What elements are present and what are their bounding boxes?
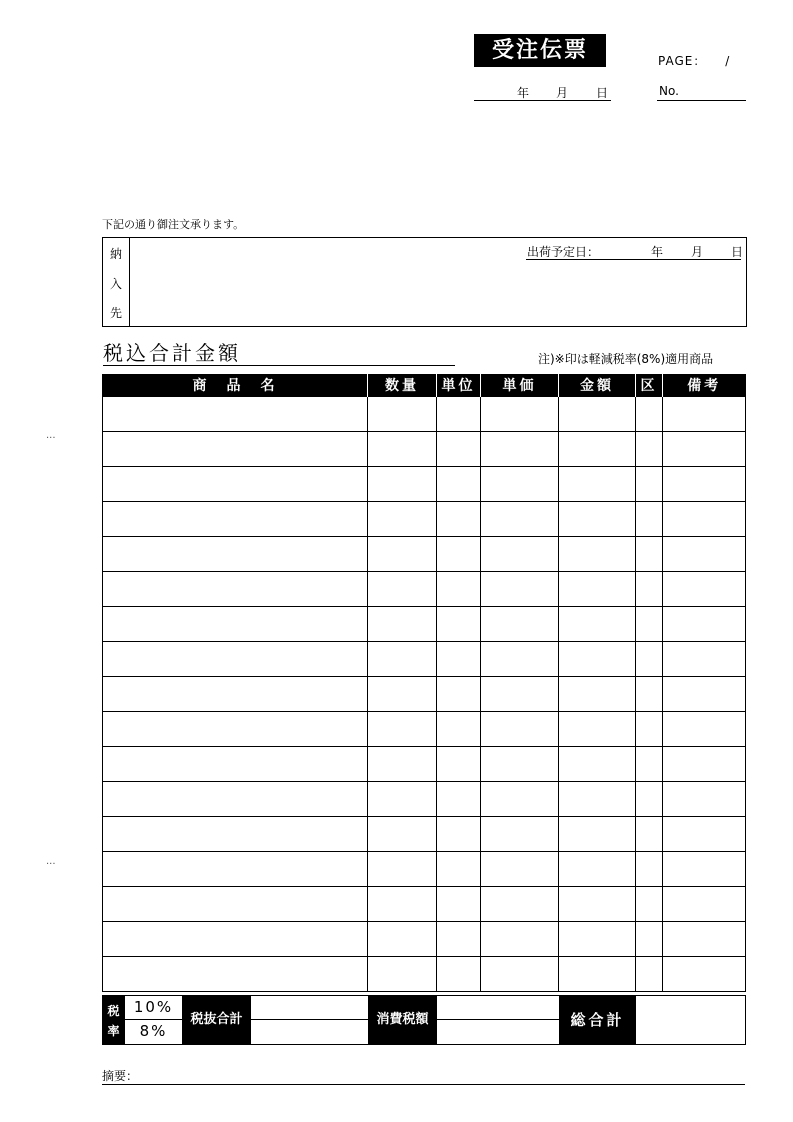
cell-category[interactable] — [636, 957, 663, 992]
cell-category[interactable] — [636, 537, 663, 572]
cell-unit-price[interactable] — [481, 677, 559, 712]
cell-amount[interactable] — [559, 957, 636, 992]
cell-unit[interactable] — [437, 432, 481, 467]
cell-quantity[interactable] — [368, 782, 437, 817]
cell-product-name[interactable] — [103, 432, 368, 467]
cell-amount[interactable] — [559, 712, 636, 747]
cell-quantity[interactable] — [368, 677, 437, 712]
cell-quantity[interactable] — [368, 852, 437, 887]
cell-unit-price[interactable] — [481, 782, 559, 817]
cell-category[interactable] — [636, 397, 663, 432]
cell-remarks[interactable] — [663, 957, 746, 992]
cell-quantity[interactable] — [368, 922, 437, 957]
delivery-char-3: 先 — [109, 306, 122, 320]
table-row — [103, 712, 746, 747]
header-product-name: 商 品 名 — [103, 374, 368, 397]
ship-date-label: 出荷予定日： — [527, 245, 600, 259]
cell-category[interactable] — [636, 747, 663, 782]
table-row — [103, 957, 746, 992]
cell-quantity[interactable] — [368, 712, 437, 747]
date-day: 日 — [596, 86, 609, 100]
cell-product-name[interactable] — [103, 537, 368, 572]
cell-category[interactable] — [636, 817, 663, 852]
cell-unit-price[interactable] — [481, 607, 559, 642]
cell-product-name[interactable] — [103, 747, 368, 782]
cell-unit[interactable] — [437, 747, 481, 782]
cell-unit-price[interactable] — [481, 397, 559, 432]
cell-remarks[interactable] — [663, 887, 746, 922]
cell-amount[interactable] — [559, 922, 636, 957]
cell-remarks[interactable] — [663, 677, 746, 712]
delivery-char-1: 納 — [109, 247, 122, 261]
cell-amount[interactable] — [559, 397, 636, 432]
cell-product-name[interactable] — [103, 572, 368, 607]
table-row — [103, 887, 746, 922]
table-row — [103, 537, 746, 572]
page-label: PAGE： — [658, 54, 707, 68]
cell-unit-price[interactable] — [481, 817, 559, 852]
cell-unit[interactable] — [437, 677, 481, 712]
table-row — [103, 432, 746, 467]
tax-rate-char-1: 税 — [107, 1004, 120, 1018]
cell-quantity[interactable] — [368, 747, 437, 782]
cell-amount[interactable] — [559, 852, 636, 887]
table-row — [103, 817, 746, 852]
cell-category[interactable] — [636, 432, 663, 467]
cell-product-name[interactable] — [103, 397, 368, 432]
ship-date-month: 月 — [691, 245, 704, 259]
delivery-char-2: 入 — [109, 277, 122, 291]
cell-amount[interactable] — [559, 747, 636, 782]
cell-quantity[interactable] — [368, 537, 437, 572]
table-row — [103, 747, 746, 782]
intro-text: 下記の通り御注文承ります。 — [102, 218, 245, 231]
cell-unit[interactable] — [437, 467, 481, 502]
page-number — [658, 52, 730, 69]
cell-category[interactable] — [636, 642, 663, 677]
cell-remarks[interactable] — [663, 922, 746, 957]
totals-footer — [102, 995, 746, 1045]
cell-quantity[interactable] — [368, 887, 437, 922]
table-row — [103, 922, 746, 957]
items-table — [102, 374, 746, 992]
cell-product-name[interactable] — [103, 642, 368, 677]
cell-remarks[interactable] — [663, 642, 746, 677]
table-row — [103, 502, 746, 537]
summary-line — [102, 1081, 745, 1085]
cell-product-name[interactable] — [103, 957, 368, 992]
tax-rate-char-2: 率 — [107, 1024, 120, 1038]
header-unit-price: 単価 — [481, 374, 559, 397]
cell-unit[interactable] — [437, 642, 481, 677]
no-label: No. — [659, 84, 679, 98]
cell-unit-price[interactable] — [481, 957, 559, 992]
cell-unit[interactable] — [437, 537, 481, 572]
ship-date-year: 年 — [651, 245, 664, 259]
cell-product-name[interactable] — [103, 467, 368, 502]
cell-amount[interactable] — [559, 642, 636, 677]
cell-unit-price[interactable] — [481, 887, 559, 922]
cell-category[interactable] — [636, 467, 663, 502]
consumption-tax-amount — [437, 996, 559, 1044]
table-row — [103, 572, 746, 607]
margin-mark-2: ... — [46, 856, 56, 867]
document-title: 受注伝票 — [474, 34, 606, 67]
cell-amount[interactable] — [559, 887, 636, 922]
cell-product-name[interactable] — [103, 607, 368, 642]
cell-unit-price[interactable] — [481, 432, 559, 467]
consumption-tax-label: 消費税額 — [368, 996, 437, 1044]
cell-quantity[interactable] — [368, 817, 437, 852]
rate-10: 10% — [125, 996, 182, 1020]
cell-unit[interactable] — [437, 782, 481, 817]
table-row — [103, 677, 746, 712]
cell-remarks[interactable] — [663, 502, 746, 537]
cell-unit-price[interactable] — [481, 712, 559, 747]
cell-quantity[interactable] — [368, 467, 437, 502]
cell-product-name[interactable] — [103, 817, 368, 852]
header-amount: 金額 — [559, 374, 636, 397]
cell-amount[interactable] — [559, 607, 636, 642]
cell-quantity[interactable] — [368, 432, 437, 467]
cell-amount[interactable] — [559, 432, 636, 467]
grand-total-label: 総合計 — [559, 996, 636, 1044]
cell-unit-price[interactable] — [481, 642, 559, 677]
cell-unit-price[interactable] — [481, 537, 559, 572]
tax-rate-label — [103, 996, 124, 1044]
cell-product-name[interactable] — [103, 922, 368, 957]
cell-category[interactable] — [636, 852, 663, 887]
cell-remarks[interactable] — [663, 782, 746, 817]
cell-category[interactable] — [636, 782, 663, 817]
table-row — [103, 782, 746, 817]
cell-remarks[interactable] — [663, 852, 746, 887]
cell-product-name[interactable] — [103, 852, 368, 887]
cell-amount[interactable] — [559, 677, 636, 712]
cell-quantity[interactable] — [368, 502, 437, 537]
cell-remarks[interactable] — [663, 747, 746, 782]
cell-remarks[interactable] — [663, 397, 746, 432]
cell-unit[interactable] — [437, 887, 481, 922]
subtotal-amount — [251, 996, 368, 1044]
cell-quantity[interactable] — [368, 397, 437, 432]
table-row — [103, 607, 746, 642]
cell-product-name[interactable] — [103, 502, 368, 537]
cell-remarks[interactable] — [663, 817, 746, 852]
table-row — [103, 642, 746, 677]
order-date — [474, 84, 611, 101]
cell-unit[interactable] — [437, 397, 481, 432]
cell-unit-price[interactable] — [481, 922, 559, 957]
table-row — [103, 467, 746, 502]
cell-category[interactable] — [636, 677, 663, 712]
cell-quantity[interactable] — [368, 572, 437, 607]
rate-8: 8% — [139, 1022, 168, 1040]
cell-remarks[interactable] — [663, 537, 746, 572]
cell-amount[interactable] — [559, 817, 636, 852]
cell-category[interactable] — [636, 922, 663, 957]
cell-quantity[interactable] — [368, 642, 437, 677]
cell-remarks[interactable] — [663, 432, 746, 467]
delivery-box — [102, 237, 747, 327]
cell-category[interactable] — [636, 572, 663, 607]
cell-unit-price[interactable] — [481, 502, 559, 537]
cell-unit[interactable] — [437, 712, 481, 747]
cell-unit[interactable] — [437, 957, 481, 992]
cell-product-name[interactable] — [103, 677, 368, 712]
cell-unit-price[interactable] — [481, 572, 559, 607]
cell-category[interactable] — [636, 502, 663, 537]
table-header-row — [103, 374, 746, 397]
cell-unit[interactable] — [437, 607, 481, 642]
cell-amount[interactable] — [559, 537, 636, 572]
cell-unit[interactable] — [437, 852, 481, 887]
cell-amount[interactable] — [559, 467, 636, 502]
cell-product-name[interactable] — [103, 782, 368, 817]
cell-remarks[interactable] — [663, 712, 746, 747]
header-category: 区 — [636, 374, 663, 397]
grand-total-amount — [636, 996, 745, 1044]
cell-remarks[interactable] — [663, 572, 746, 607]
summary-label: 摘要： — [102, 1069, 139, 1083]
cell-category[interactable] — [636, 887, 663, 922]
header-quantity: 数量 — [368, 374, 437, 397]
cell-product-name[interactable] — [103, 712, 368, 747]
cell-category[interactable] — [636, 607, 663, 642]
cell-quantity[interactable] — [368, 957, 437, 992]
cell-amount[interactable] — [559, 782, 636, 817]
item-rows — [103, 397, 746, 992]
margin-mark-1: ... — [46, 430, 56, 441]
cell-amount[interactable] — [559, 572, 636, 607]
cell-unit[interactable] — [437, 817, 481, 852]
header-remarks: 備考 — [663, 374, 746, 397]
delivery-label — [103, 238, 130, 326]
ship-date — [526, 243, 744, 260]
cell-unit[interactable] — [437, 572, 481, 607]
cell-product-name[interactable] — [103, 887, 368, 922]
cell-remarks[interactable] — [663, 467, 746, 502]
subtotal-label: 税抜合計 — [182, 996, 251, 1044]
cell-unit-price[interactable] — [481, 852, 559, 887]
table-row — [103, 852, 746, 887]
date-month: 月 — [556, 86, 569, 100]
date-year: 年 — [517, 86, 530, 100]
reduced-tax-note: 注)※印は軽減税率(8%)適用商品 — [538, 352, 714, 366]
cell-unit-price[interactable] — [481, 467, 559, 502]
header-unit: 単位 — [437, 374, 481, 397]
cell-category[interactable] — [636, 712, 663, 747]
cell-unit[interactable] — [437, 502, 481, 537]
ship-date-day: 日 — [731, 245, 744, 259]
cell-quantity[interactable] — [368, 607, 437, 642]
order-number — [657, 84, 746, 101]
cell-remarks[interactable] — [663, 607, 746, 642]
page-separator: / — [725, 54, 731, 68]
cell-unit-price[interactable] — [481, 747, 559, 782]
table-row — [103, 397, 746, 432]
tax-rates — [124, 996, 182, 1044]
total-heading: 税込合計金額 — [103, 341, 455, 366]
cell-amount[interactable] — [559, 502, 636, 537]
cell-unit[interactable] — [437, 922, 481, 957]
